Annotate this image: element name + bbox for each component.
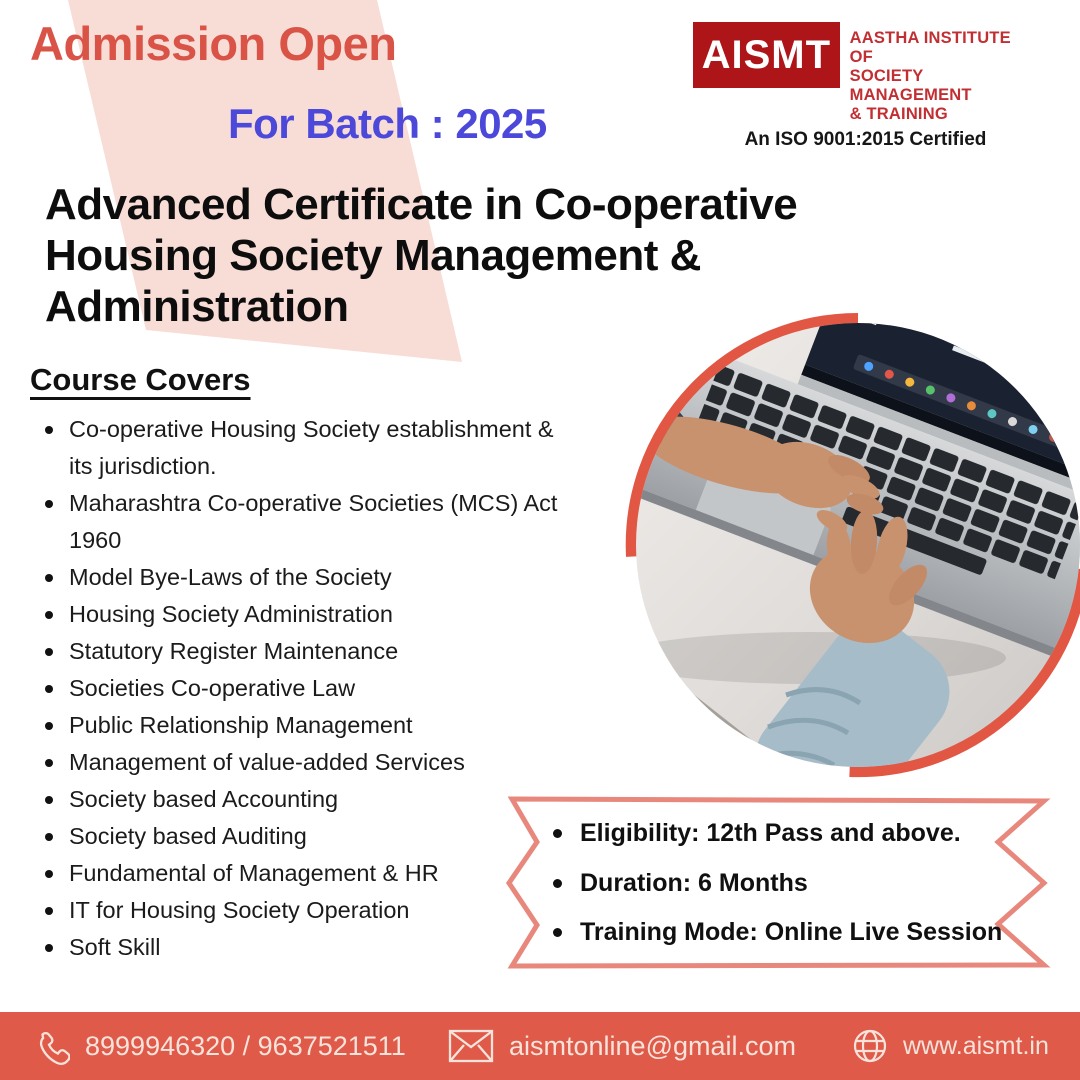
course-item: Maharashtra Co-operative Societies (MCS) Act 1960 bbox=[42, 485, 580, 559]
institute-name bbox=[850, 22, 1038, 124]
detail-text: Duration: 6 Months bbox=[580, 868, 808, 897]
course-item: Society based Auditing bbox=[42, 818, 580, 855]
phone-number: 8999946320 / 9637521511 bbox=[85, 1030, 406, 1061]
laptop-photo-illustration bbox=[636, 323, 1080, 767]
institute-name-line: & TRAINING bbox=[849, 105, 948, 123]
bullet-dot bbox=[553, 879, 562, 888]
iso-certification-text: An ISO 9001:2015 Certified bbox=[744, 129, 987, 150]
mail-icon bbox=[448, 1029, 494, 1063]
course-item: Statutory Register Maintenance bbox=[42, 633, 580, 670]
globe-icon bbox=[852, 1028, 888, 1064]
detail-item bbox=[553, 809, 1023, 859]
course-item: Societies Co-operative Law bbox=[42, 670, 580, 707]
laptop-photo bbox=[636, 323, 1080, 767]
institute-logo bbox=[693, 22, 1038, 151]
course-item: IT for Housing Society Operation bbox=[42, 892, 580, 929]
detail-text: Training Mode: Online Live Session bbox=[580, 918, 1003, 947]
title-line: Administration bbox=[45, 282, 349, 331]
footer-bar bbox=[0, 1012, 1080, 1080]
course-item: Fundamental of Management & HR bbox=[42, 855, 580, 892]
bullet-dot bbox=[553, 928, 562, 937]
title-line: Advanced Certificate in Co-operative bbox=[45, 180, 798, 229]
course-item: Society based Accounting bbox=[42, 781, 580, 818]
phone-contact bbox=[32, 1012, 406, 1080]
course-item: Management of value-added Services bbox=[42, 744, 580, 781]
website-contact bbox=[852, 1012, 1049, 1080]
email-contact bbox=[448, 1012, 796, 1080]
course-item: Soft Skill bbox=[42, 929, 580, 966]
detail-text: Eligibility: 12th Pass and above. bbox=[580, 819, 961, 848]
course-item: Housing Society Administration bbox=[42, 596, 580, 633]
detail-item bbox=[553, 859, 1023, 909]
detail-item bbox=[553, 908, 1023, 958]
program-details bbox=[553, 809, 1023, 958]
logo-mark: AISMT bbox=[693, 22, 840, 88]
batch-heading: For Batch : 2025 bbox=[228, 100, 547, 147]
bullet-dot bbox=[553, 829, 562, 838]
course-item: Public Relationship Management bbox=[42, 707, 580, 744]
title-line: Housing Society Management & bbox=[45, 231, 701, 280]
phone-icon bbox=[32, 1027, 70, 1065]
course-item: Model Bye-Laws of the Society bbox=[42, 559, 580, 596]
website-url: www.aismt.in bbox=[903, 1031, 1049, 1060]
institute-name-line: AASTHA INSTITUTE OF bbox=[849, 29, 1011, 66]
institute-name-line: SOCIETY MANAGEMENT bbox=[849, 67, 972, 104]
course-item: Co-operative Housing Society establishment & its jurisdiction. bbox=[42, 411, 580, 485]
admission-open-heading: Admission Open bbox=[30, 17, 397, 70]
email-address: aismtonline@gmail.com bbox=[509, 1030, 797, 1061]
course-covers-heading: Course Covers bbox=[30, 362, 251, 397]
